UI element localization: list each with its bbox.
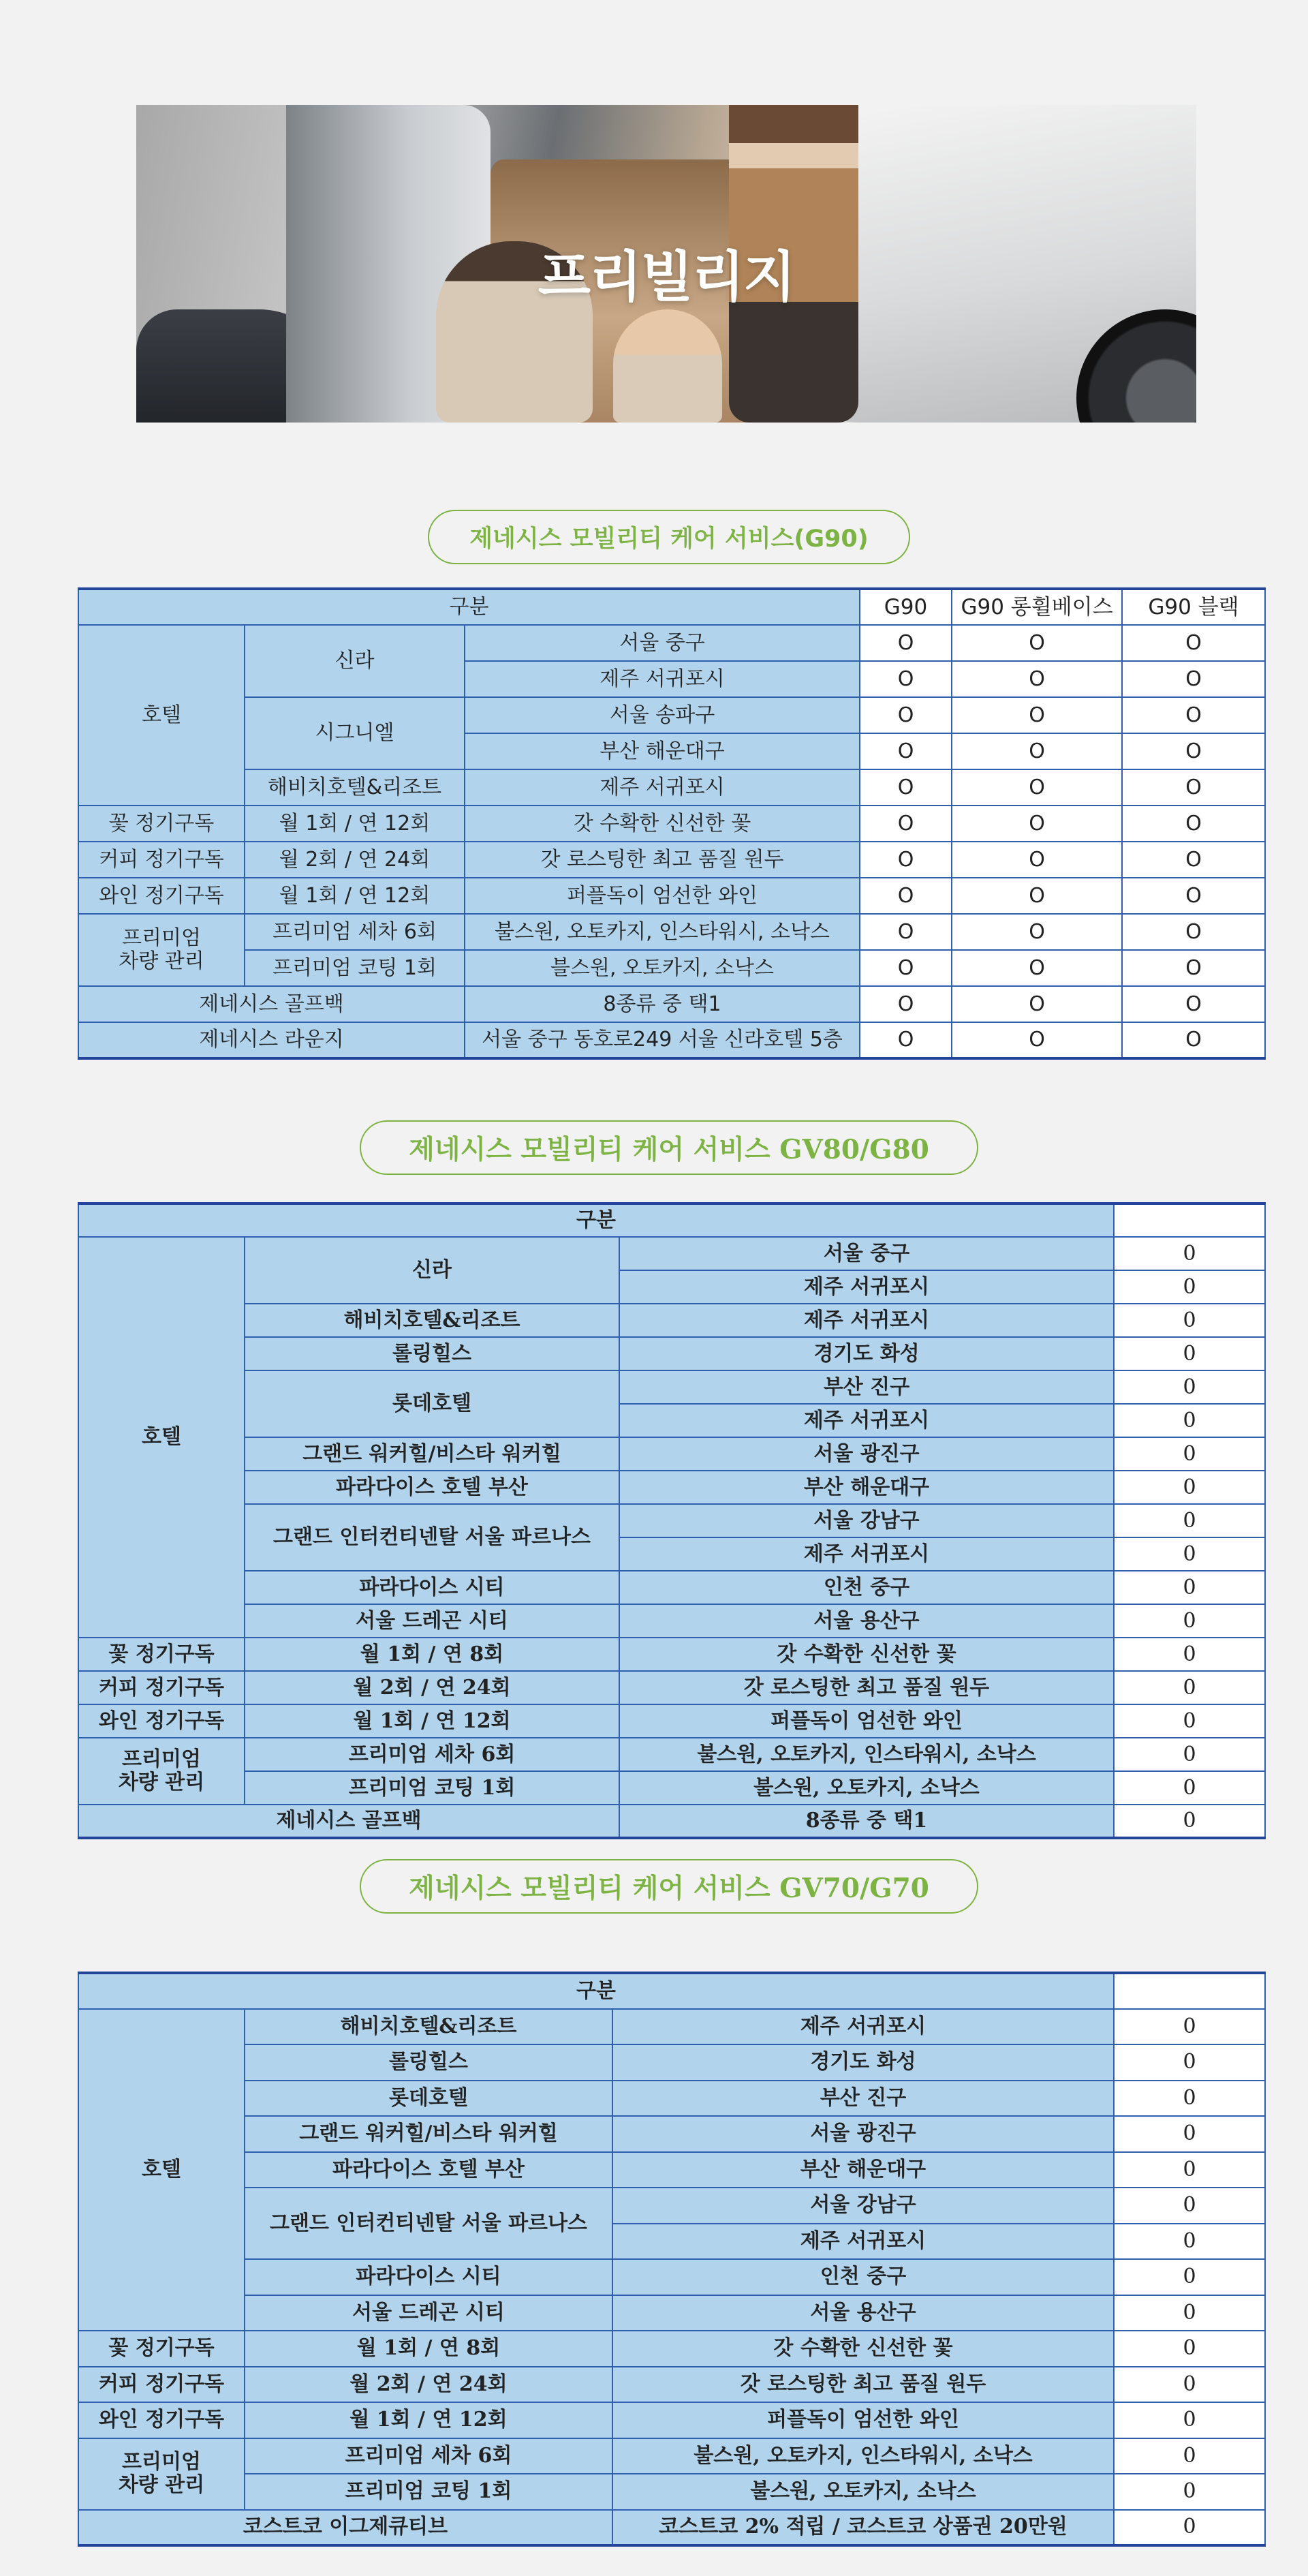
row-detail: 서울 중구 동호로249 서울 신라호텔 5층 [465,1022,860,1058]
table-row [78,2438,1265,2474]
table-row [78,2295,1265,2331]
row-detail: 제주 서귀포시 [619,1537,1114,1571]
row-detail: 서울 용산구 [612,2295,1114,2331]
row-value: O [1122,1022,1265,1058]
row-subcategory: 롯데호텔 [245,2081,612,2117]
row-value: O [1122,806,1265,842]
row-value: 0 [1114,1404,1265,1437]
row-subcategory: 프리미엄 코팅 1회 [245,2474,612,2510]
banner-title: 프리빌리지 [538,245,795,309]
row-category: 와인 정기구독 [78,1704,245,1738]
row-category: 제네시스 골프백 [78,986,465,1022]
row-subcategory: 월 1회 / 연 12회 [245,878,465,914]
row-value: O [952,625,1122,661]
row-value: 0 [1114,2224,1265,2260]
row-value: 0 [1114,2009,1265,2045]
row-category: 와인 정기구독 [78,2402,245,2438]
row-detail: 제주 서귀포시 [619,1270,1114,1304]
table-row [78,697,1265,733]
table-row [78,1704,1265,1738]
table-row [78,1738,1265,1771]
table-row [78,769,1265,806]
table-row [78,986,1265,1022]
table-row [78,1304,1265,1337]
row-detail: 서울 중구 [465,625,860,661]
header-value [1114,1203,1265,1237]
table-row [78,1571,1265,1604]
table-row [78,2044,1265,2081]
row-category: 호텔 [78,625,245,806]
row-value: O [860,1022,952,1058]
row-value: 0 [1114,2438,1265,2474]
g90-table [78,587,1266,1060]
row-subcategory: 롤링힐스 [245,2044,612,2081]
table-row [78,1638,1265,1671]
row-detail: 8종류 중 택1 [465,986,860,1022]
header-category: 구분 [78,1973,1114,2009]
row-value: 0 [1114,2044,1265,2081]
row-value: O [952,986,1122,1022]
row-value: O [860,733,952,769]
row-value: O [1122,986,1265,1022]
row-value: 0 [1114,1771,1265,1805]
table-row [78,1771,1265,1805]
header-value [1114,1973,1265,2009]
section-title-gv80-g80: 제네시스 모빌리티 케어 서비스 GV80/G80 [360,1120,978,1175]
row-detail: 제주 서귀포시 [619,1304,1114,1337]
row-detail: 블스원, 오토카지, 소낙스 [465,950,860,986]
row-value: O [952,733,1122,769]
row-value: 0 [1114,2331,1265,2367]
row-subcategory: 월 1회 / 연 12회 [245,1704,619,1738]
row-category: 프리미엄 차량 관리 [78,914,245,986]
header-col-g90: G90 [860,589,952,625]
section-title-g90: 제네시스 모빌리티 케어 서비스(G90) [428,510,910,564]
row-value: O [952,661,1122,697]
gv70-g70-table [78,1972,1266,2547]
row-detail: 부산 진구 [619,1370,1114,1404]
table-row [78,2009,1265,2045]
row-detail: 서울 강남구 [619,1504,1114,1537]
row-subcategory: 서울 드레곤 시티 [245,1604,619,1638]
table-row [78,878,1265,914]
row-detail: 서울 중구 [619,1237,1114,1270]
table-row [78,1504,1265,1537]
row-detail: 부산 해운대구 [465,733,860,769]
row-value: 0 [1114,2259,1265,2295]
row-category: 호텔 [78,1237,245,1638]
row-subcategory: 해비치호텔&리조트 [245,2009,612,2045]
gv80-g80-table [78,1202,1266,1839]
row-value: 0 [1114,1270,1265,1304]
row-detail: 갓 로스팅한 최고 품질 원두 [465,842,860,878]
row-value: O [952,806,1122,842]
row-value: O [860,625,952,661]
row-detail: 제주 서귀포시 [612,2009,1114,2045]
row-detail: 8종류 중 택1 [619,1805,1114,1838]
table-row [78,2474,1265,2510]
row-value: O [860,769,952,806]
row-detail: 제주 서귀포시 [465,661,860,697]
row-category: 프리미엄 차량 관리 [78,2438,245,2510]
row-detail: 퍼플독이 엄선한 와인 [619,1704,1114,1738]
table-row [78,806,1265,842]
table-row [78,2081,1265,2117]
row-detail: 갓 수확한 신선한 꽃 [612,2331,1114,2367]
row-value: 0 [1114,1604,1265,1638]
row-value: 0 [1114,1437,1265,1471]
table-row [78,2510,1265,2546]
banner-photo-baby [613,309,722,423]
section-title-gv70-g70: 제네시스 모빌리티 케어 서비스 GV70/G70 [360,1859,978,1914]
row-subcategory: 월 2회 / 연 24회 [245,2367,612,2403]
row-value: 0 [1114,2152,1265,2188]
table-row [78,1370,1265,1404]
row-detail: 부산 해운대구 [619,1471,1114,1504]
row-subcategory: 월 1회 / 연 12회 [245,806,465,842]
row-value: O [1122,842,1265,878]
row-value: 0 [1114,1537,1265,1571]
row-value: O [1122,733,1265,769]
row-value: O [860,950,952,986]
table-header-row [78,1203,1265,1237]
row-value: 0 [1114,1471,1265,1504]
row-value: 0 [1114,1237,1265,1270]
row-detail: 퍼플독이 엄선한 와인 [465,878,860,914]
row-subcategory: 신라 [245,1237,619,1304]
row-value: 0 [1114,1304,1265,1337]
row-category: 커피 정기구독 [78,842,245,878]
row-detail: 서울 용산구 [619,1604,1114,1638]
row-category: 커피 정기구독 [78,2367,245,2403]
header-category: 구분 [78,589,860,625]
table-row [78,1237,1265,1270]
table-row [78,2259,1265,2295]
row-subcategory: 파라다이스 시티 [245,1571,619,1604]
table-row [78,1805,1265,1838]
row-value: 0 [1114,1704,1265,1738]
row-value: 0 [1114,2402,1265,2438]
row-subcategory: 롤링힐스 [245,1337,619,1370]
row-detail: 불스원, 오토카지, 소낙스 [619,1771,1114,1805]
row-detail: 코스트코 2% 적립 / 코스트코 상품권 20만원 [612,2510,1114,2546]
row-subcategory: 서울 드레곤 시티 [245,2295,612,2331]
header-category: 구분 [78,1203,1114,1237]
row-subcategory: 그랜드 워커힐/비스타 워커힐 [245,1437,619,1471]
row-subcategory: 월 2회 / 연 24회 [245,1671,619,1704]
row-value: 0 [1114,2367,1265,2403]
row-value: 0 [1114,1337,1265,1370]
table-row [78,2331,1265,2367]
hero-banner [136,105,1196,423]
row-detail: 경기도 화성 [619,1337,1114,1370]
row-value: O [1122,625,1265,661]
row-subcategory: 프리미엄 코팅 1회 [245,1771,619,1805]
table-row [78,914,1265,950]
header-col-g90-black: G90 블랙 [1122,589,1265,625]
table-row [78,2402,1265,2438]
row-detail: 불스원, 오토카지, 인스타워시, 소낙스 [465,914,860,950]
row-value: O [952,878,1122,914]
row-category: 코스트코 이그제큐티브 [78,2510,612,2546]
row-detail: 인천 중구 [612,2259,1114,2295]
row-value: O [952,842,1122,878]
row-detail: 부산 진구 [612,2081,1114,2117]
row-detail: 부산 해운대구 [612,2152,1114,2188]
row-value: O [860,661,952,697]
row-subcategory: 월 1회 / 연 8회 [245,2331,612,2367]
row-value: O [1122,950,1265,986]
table-header-row [78,589,1265,625]
row-value: O [1122,878,1265,914]
row-detail: 경기도 화성 [612,2044,1114,2081]
row-category: 와인 정기구독 [78,878,245,914]
row-detail: 서울 광진구 [619,1437,1114,1471]
row-value: O [952,1022,1122,1058]
row-subcategory: 파라다이스 시티 [245,2259,612,2295]
row-detail: 불스원, 오토카지, 소낙스 [612,2474,1114,2510]
table-row [78,842,1265,878]
row-detail: 서울 광진구 [612,2116,1114,2152]
row-category: 호텔 [78,2009,245,2331]
row-subcategory: 월 1회 / 연 12회 [245,2402,612,2438]
row-value: O [860,986,952,1022]
row-value: 0 [1114,2188,1265,2224]
table-row [78,2367,1265,2403]
row-detail: 인천 중구 [619,1571,1114,1604]
table-row [78,2152,1265,2188]
row-value: O [952,950,1122,986]
row-value: 0 [1114,1370,1265,1404]
row-value: O [952,914,1122,950]
row-detail: 갓 로스팅한 최고 품질 원두 [619,1671,1114,1704]
row-subcategory: 그랜드 워커힐/비스타 워커힐 [245,2116,612,2152]
row-detail: 갓 수확한 신선한 꽃 [619,1638,1114,1671]
row-detail: 불스원, 오토카지, 인스타워시, 소낙스 [612,2438,1114,2474]
table-row [78,2188,1265,2224]
row-detail: 제주 서귀포시 [465,769,860,806]
table-row [78,1604,1265,1638]
row-subcategory: 파라다이스 호텔 부산 [245,2152,612,2188]
row-category: 꽃 정기구독 [78,1638,245,1671]
row-subcategory: 월 2회 / 연 24회 [245,842,465,878]
table-row [78,2116,1265,2152]
table-row [78,1337,1265,1370]
row-category: 제네시스 라운지 [78,1022,465,1058]
row-subcategory: 그랜드 인터컨티넨탈 서울 파르나스 [245,1504,619,1571]
table-row [78,1437,1265,1471]
row-subcategory: 프리미엄 코팅 1회 [245,950,465,986]
row-value: O [860,697,952,733]
row-value: 0 [1114,2081,1265,2117]
row-subcategory: 프리미엄 세차 6회 [245,914,465,950]
row-category: 프리미엄 차량 관리 [78,1738,245,1805]
row-value: 0 [1114,1738,1265,1771]
row-value: 0 [1114,1571,1265,1604]
row-value: O [1122,697,1265,733]
row-subcategory: 파라다이스 호텔 부산 [245,1471,619,1504]
row-value: O [952,769,1122,806]
row-subcategory: 신라 [245,625,465,697]
row-value: O [952,697,1122,733]
row-value: 0 [1114,1504,1265,1537]
row-value: O [1122,769,1265,806]
table-header-row [78,1973,1265,2009]
row-value: O [1122,914,1265,950]
row-value: O [860,806,952,842]
row-subcategory: 해비치호텔&리조트 [245,1304,619,1337]
row-category: 커피 정기구독 [78,1671,245,1704]
row-subcategory: 시그니엘 [245,697,465,769]
row-category: 꽃 정기구독 [78,806,245,842]
row-detail: 퍼플독이 엄선한 와인 [612,2402,1114,2438]
row-detail: 갓 수확한 신선한 꽃 [465,806,860,842]
row-detail: 제주 서귀포시 [619,1404,1114,1437]
row-value: O [860,842,952,878]
row-value: O [860,878,952,914]
row-value: 0 [1114,1805,1265,1838]
row-detail: 불스원, 오토카지, 인스타워시, 소낙스 [619,1738,1114,1771]
row-detail: 갓 로스팅한 최고 품질 원두 [612,2367,1114,2403]
row-subcategory: 프리미엄 세차 6회 [245,2438,612,2474]
table-row [78,950,1265,986]
table-row [78,625,1265,661]
row-detail: 서울 강남구 [612,2188,1114,2224]
row-value: 0 [1114,2510,1265,2546]
row-detail: 서울 송파구 [465,697,860,733]
row-value: 0 [1114,2295,1265,2331]
table-row [78,1671,1265,1704]
row-category: 제네시스 골프백 [78,1805,619,1838]
row-subcategory: 해비치호텔&리조트 [245,769,465,806]
row-detail: 제주 서귀포시 [612,2224,1114,2260]
row-value: O [860,914,952,950]
row-subcategory: 프리미엄 세차 6회 [245,1738,619,1771]
header-col-g90-lwb: G90 롱휠베이스 [952,589,1122,625]
row-category: 꽃 정기구독 [78,2331,245,2367]
row-value: O [1122,661,1265,697]
table-row [78,1471,1265,1504]
row-value: 0 [1114,2474,1265,2510]
row-value: 0 [1114,2116,1265,2152]
table-row [78,1022,1265,1058]
row-value: 0 [1114,1638,1265,1671]
row-value: 0 [1114,1671,1265,1704]
row-subcategory: 그랜드 인터컨티넨탈 서울 파르나스 [245,2188,612,2259]
row-subcategory: 롯데호텔 [245,1370,619,1437]
row-subcategory: 월 1회 / 연 8회 [245,1638,619,1671]
